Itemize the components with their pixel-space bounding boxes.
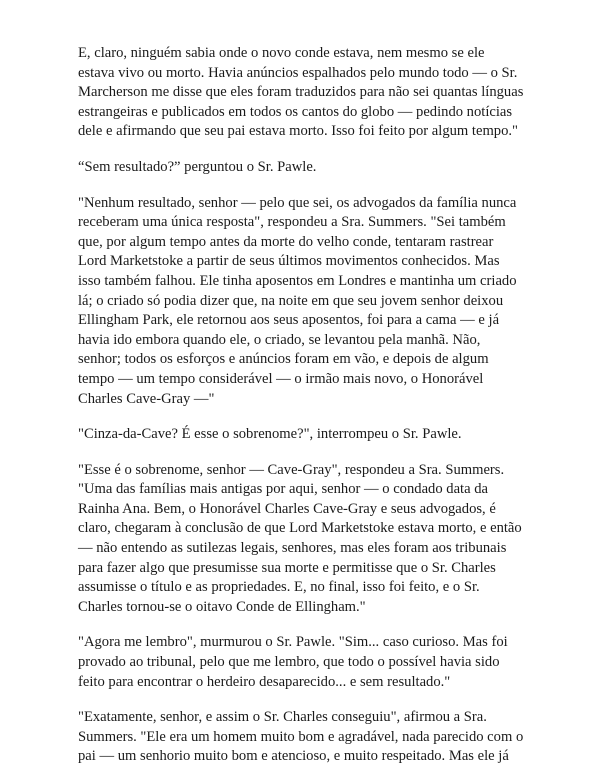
- text-line: lá; o criado só podia dizer que, na noite em que seu jovem senhor deixou: [78, 292, 504, 309]
- text-line: Summers. "Ele era um homem muito bom e agradável, nada parecido com o: [78, 728, 524, 745]
- text-line: "Uma das famílias mais antigas por aqui, senhor — o condado data da: [78, 481, 489, 498]
- text-line: Charles Cave-Gray —": [78, 390, 215, 407]
- text-line: Ellingham Park, ele retornou aos seus aposentos, foi para a cama — e já: [78, 312, 500, 329]
- text-line: Rainha Ana. Bem, o Honorável Charles Cave-Gray e seus advogados, é: [78, 500, 496, 517]
- paragraph: [78, 461, 538, 618]
- paragraph: [78, 44, 538, 142]
- text-line: — não entendo as sutilezas legais, senhores, mas eles foram aos tribunais: [78, 540, 507, 557]
- paragraph: [78, 633, 538, 692]
- text-line: estrangeiras e publicados em todos os cantos do globo — pedindo notícias: [78, 103, 513, 120]
- text-line: “Sem resultado?” perguntou o Sr. Pawle.: [78, 158, 317, 175]
- text-line: dele e afirmando que seu pai estava morto. Isso foi feito por algum tempo.": [78, 123, 518, 140]
- text-line: para fazer algo que presumisse sua morte e permitisse que o Sr. Charles: [78, 559, 496, 576]
- text-line: estava vivo ou morto. Havia anúncios espalhados pelo mundo todo — o Sr.: [78, 64, 518, 81]
- text-line: Lord Marketstoke a partir de seus últimos movimentos conhecidos. Mas: [78, 253, 500, 270]
- document-page: [78, 44, 538, 783]
- text-line: Charles tornou-se o oitavo Conde de Ellingham.": [78, 598, 366, 615]
- text-line: isso também falhou. Ele tinha aposentos em Londres e mantinha um criado: [78, 272, 517, 289]
- text-line: senhor; todos os esforços e anúncios foram em vão, e depois de algum: [78, 351, 489, 368]
- text-line: "Nenhum resultado, senhor — pelo que sei, os advogados da família nunca: [78, 194, 517, 211]
- text-line: receberam uma única resposta", respondeu a Sra. Summers. "Sei também: [78, 214, 506, 231]
- text-line: Marcherson me disse que eles foram traduzidos para não sei quantas línguas: [78, 84, 524, 101]
- paragraph: [78, 194, 538, 410]
- text-line: que, por algum tempo antes da morte do velho conde, tentaram rastrear: [78, 233, 494, 250]
- text-line: "Esse é o sobrenome, senhor — Cave-Gray", respondeu a Sra. Summers.: [78, 461, 505, 478]
- text-line: feito para encontrar o herdeiro desaparecido... e sem resultado.": [78, 673, 451, 690]
- text-line: "Agora me lembro", murmurou o Sr. Pawle. "Sim... caso curioso. Mas foi: [78, 634, 508, 651]
- text-line: havia ido embora quando ele, o criado, se levantou pela manhã. Não,: [78, 331, 481, 348]
- paragraph: [78, 708, 538, 767]
- text-line: "Exatamente, senhor, e assim o Sr. Charles conseguiu", afirmou a Sra.: [78, 709, 487, 726]
- paragraph: [78, 158, 538, 178]
- text-line: pai — um senhorio muito bom e atencioso, e muito respeitado. Mas ele já: [78, 748, 509, 765]
- text-line: claro, chegaram à conclusão de que Lord Marketstoke estava morto, e então: [78, 520, 522, 537]
- paragraph: [78, 425, 538, 445]
- text-line: tempo — um tempo considerável — o irmão mais novo, o Honorável: [78, 370, 484, 387]
- text-line: provado ao tribunal, pelo que me lembro, que todo o possível havia sido: [78, 654, 500, 671]
- text-line: assumisse o título e as propriedades. E, no final, isso foi feito, e o Sr.: [78, 579, 480, 596]
- text-line: E, claro, ninguém sabia onde o novo conde estava, nem mesmo se ele: [78, 45, 485, 61]
- text-line: "Cinza-da-Cave? É esse o sobrenome?", interrompeu o Sr. Pawle.: [78, 426, 462, 443]
